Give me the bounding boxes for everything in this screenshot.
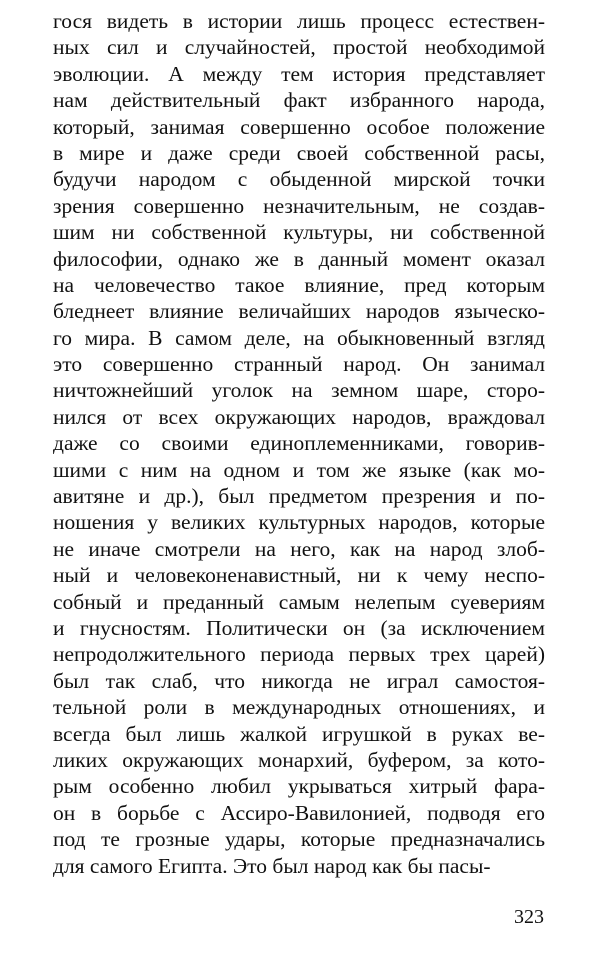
- page-number: 323: [514, 906, 544, 928]
- text-line-11: на человечество такое влияние, пред которым: [53, 272, 545, 297]
- text-line-20: ношения у великих культурных народов, которые: [53, 510, 545, 535]
- text-line-24: и гнусностям. Политически он (за исключением: [53, 615, 545, 640]
- text-line-23: собный и преданный самым нелепым суевериям: [53, 589, 545, 614]
- text-line-8: зрения совершенно незначительным, не создав-: [53, 193, 545, 218]
- text-line-7: будучи народом с обыденной мирской точки: [53, 167, 545, 192]
- text-line-30: рым особенно любил укрываться хитрый фара-: [53, 774, 545, 799]
- text-line-19: авитяне и др.), был предметом презрения и по-: [53, 484, 545, 509]
- body-text: [53, 8, 545, 879]
- text-line-31: он в борьбе с Ассиро-Вавилонией, подводя его: [53, 800, 545, 825]
- text-line-22: ный и человеконенавистный, ни к чему неспо-: [53, 563, 545, 588]
- text-line-9: шим ни собственной культуры, ни собственной: [53, 220, 545, 245]
- text-line-17: даже со своими единоплеменниками, говорив-: [53, 431, 545, 456]
- text-line-5: который, занимая совершенно особое положение: [53, 114, 545, 139]
- text-line-2: ных сил и случайностей, простой необходимой: [53, 35, 545, 60]
- text-line-32: под те грозные удары, которые предназначались: [53, 827, 545, 852]
- text-line-13: го мира. В самом деле, на обыкновенный взгляд: [53, 325, 545, 350]
- text-line-10: философии, однако же в данный момент оказал: [53, 246, 545, 271]
- text-line-6: в мире и даже среди своей собственной расы,: [53, 140, 545, 165]
- text-line-21: не иначе смотрели на него, как на народ злоб-: [53, 536, 545, 561]
- text-line-25: непродолжительного периода первых трех царей): [53, 642, 545, 667]
- text-line-3: эволюции. А между тем история представляет: [53, 61, 545, 86]
- text-line-29: ликих окружающих монархий, буфером, за кото-: [53, 747, 545, 772]
- text-line-12: бледнеет влияние величайших народов языческо-: [53, 299, 545, 324]
- text-line-33: для самого Египта. Это был народ как бы пасы-: [53, 853, 491, 878]
- text-line-15: ничтожнейший уголок на земном шаре, сторо-: [53, 378, 545, 403]
- text-line-28: всегда был лишь жалкой игрушкой в руках ве-: [53, 721, 545, 746]
- text-line-18: шими с ним на одном и том же языке (как мо-: [53, 457, 545, 482]
- text-line-4: нам действительный факт избранного народа,: [53, 88, 545, 113]
- text-line-1: гося видеть в истории лишь процесс естествен-: [53, 9, 545, 33]
- text-line-27: тельной роли в международных отношениях, и: [53, 695, 545, 720]
- text-line-14: это совершенно странный народ. Он занимал: [53, 352, 545, 377]
- text-line-26: был так слаб, что никогда не играл самостоя-: [53, 668, 545, 693]
- text-line-16: нился от всех окружающих народов, враждовал: [53, 404, 545, 429]
